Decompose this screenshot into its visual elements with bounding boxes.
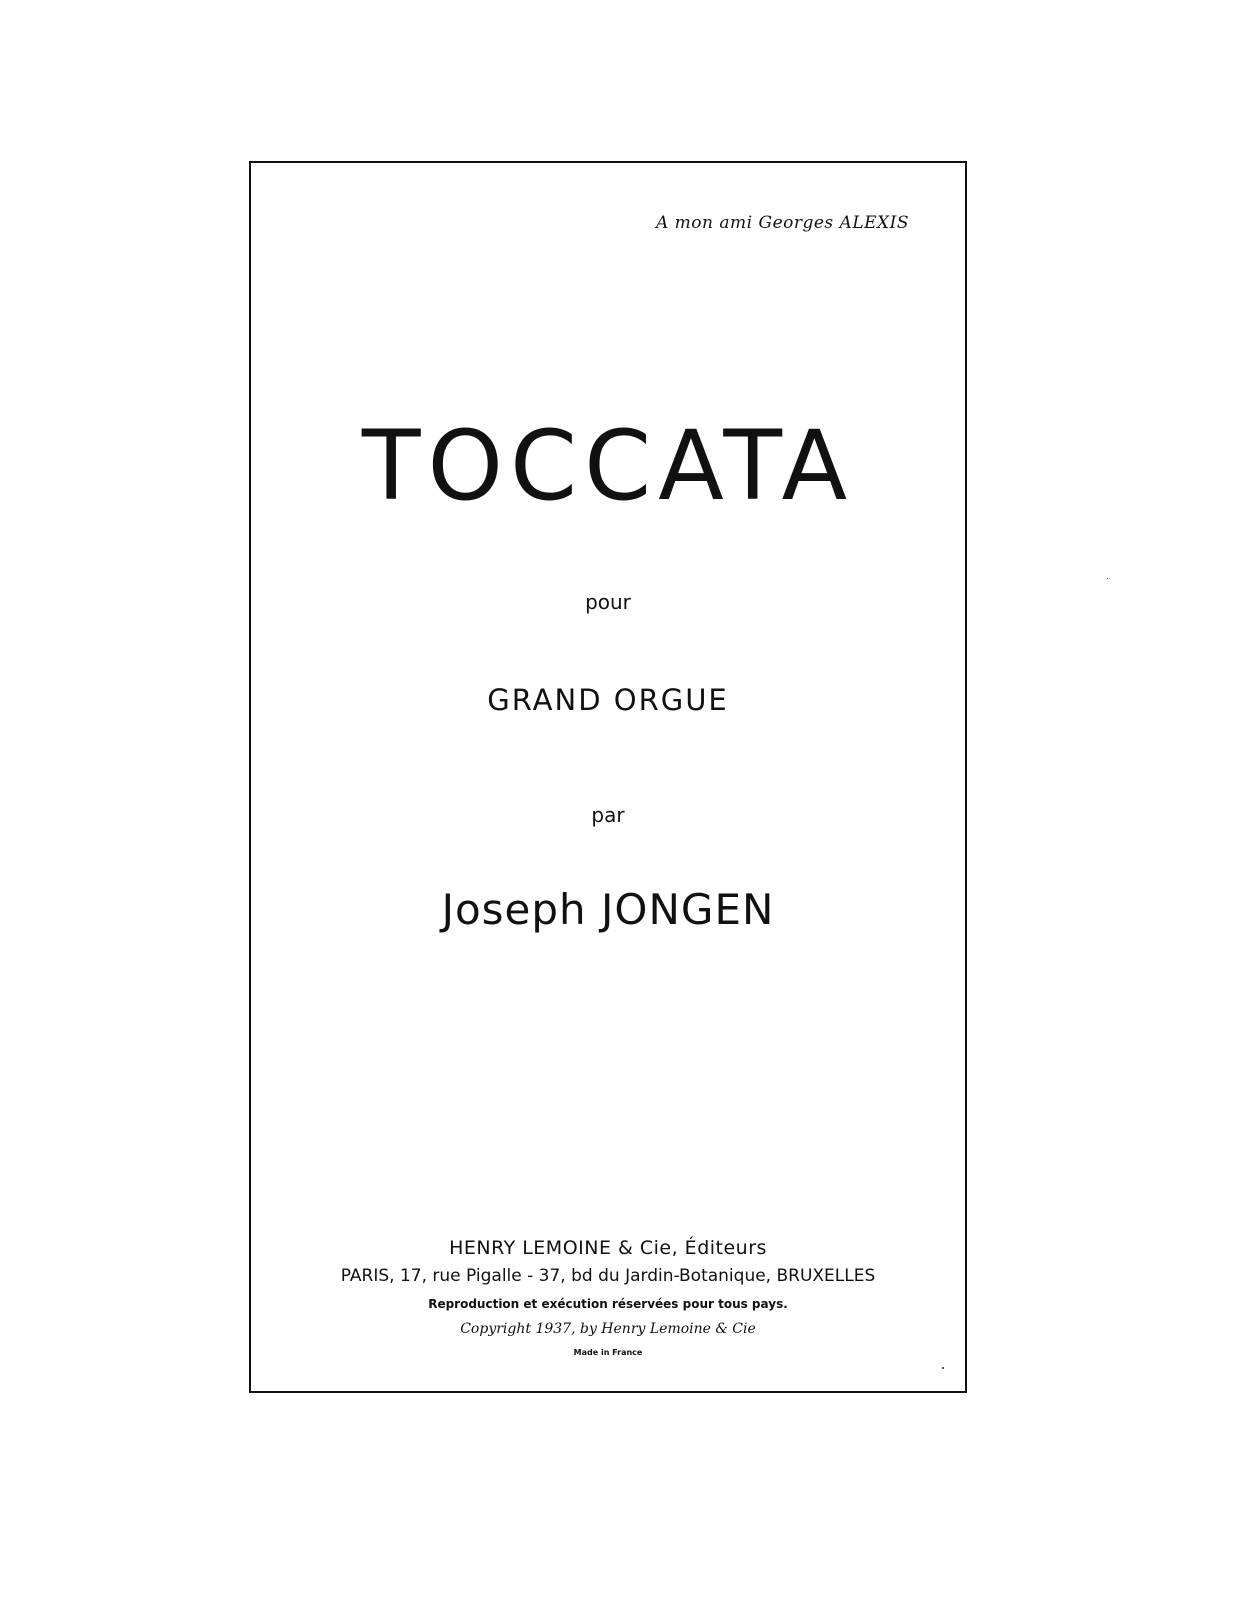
rights-notice: Reproduction et exécution réservées pour tous pays.	[428, 1297, 788, 1311]
pour-label: pour	[585, 590, 631, 614]
par-label: par	[591, 803, 625, 827]
composer-name: Joseph JONGEN	[441, 885, 775, 934]
publisher-address: PARIS, 17, rue Pigalle - 37, bd du Jardin-Botanique, BRUXELLES	[340, 1266, 876, 1286]
work-title: TOCCATA	[361, 410, 855, 522]
scan-speck	[1107, 578, 1108, 579]
instrument-name: GRAND ORGUE	[487, 683, 729, 717]
publisher-name: HENRY LEMOINE & Cie, Éditeurs	[449, 1237, 767, 1259]
made-in-label: Made in France	[573, 1348, 643, 1357]
scan-speck	[942, 1367, 944, 1369]
title-page-frame	[249, 161, 967, 1393]
dedication: A mon ami Georges ALEXIS	[656, 213, 909, 233]
copyright-notice: Copyright 1937, by Henry Lemoine & Cie	[460, 1321, 756, 1337]
